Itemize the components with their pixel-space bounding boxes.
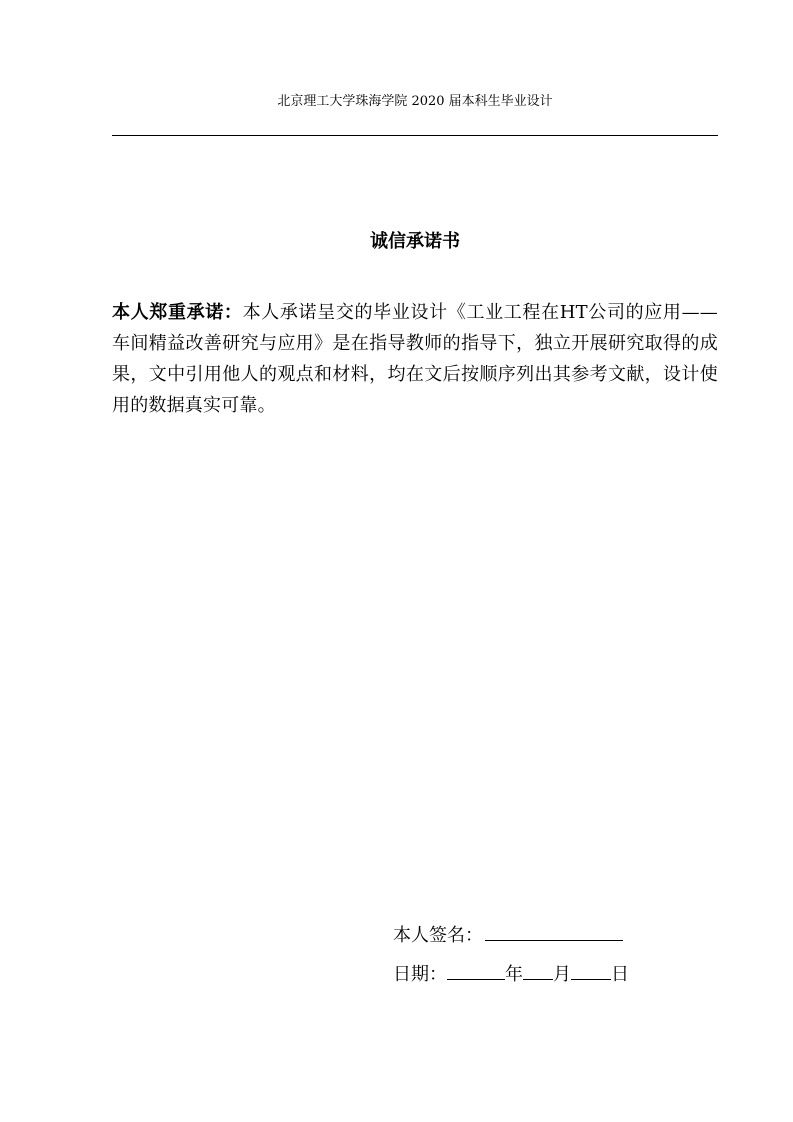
pledge-body: 本人承诺呈交的毕业设计《工业工程在HT公司的应用——车间精益改善研究与应用》是在指导教师的指导下，独立开展研究取得的成果，文中引用他人的观点和材料，均在文后按顺序列出其参考文献，设计使用的数据真实可靠。 <box>112 302 718 416</box>
year-blank <box>447 961 505 980</box>
month-blank <box>523 961 553 980</box>
header-divider <box>112 135 718 136</box>
signature-blank <box>485 922 623 941</box>
signature-label: 本人签名： <box>393 925 483 946</box>
date-line <box>393 961 629 987</box>
date-label: 日期： <box>393 964 447 985</box>
pledge-lead: 本人郑重承诺： <box>112 302 243 323</box>
year-label: 年 <box>505 964 523 985</box>
day-label: 日 <box>611 964 629 985</box>
pledge-paragraph <box>112 297 718 421</box>
month-label: 月 <box>553 964 571 985</box>
signature-line <box>393 922 623 948</box>
day-blank <box>571 961 611 980</box>
running-header: 北京理工大学珠海学院 2020 届本科生毕业设计 <box>277 94 553 109</box>
page-title: 诚信承诺书 <box>370 231 460 252</box>
